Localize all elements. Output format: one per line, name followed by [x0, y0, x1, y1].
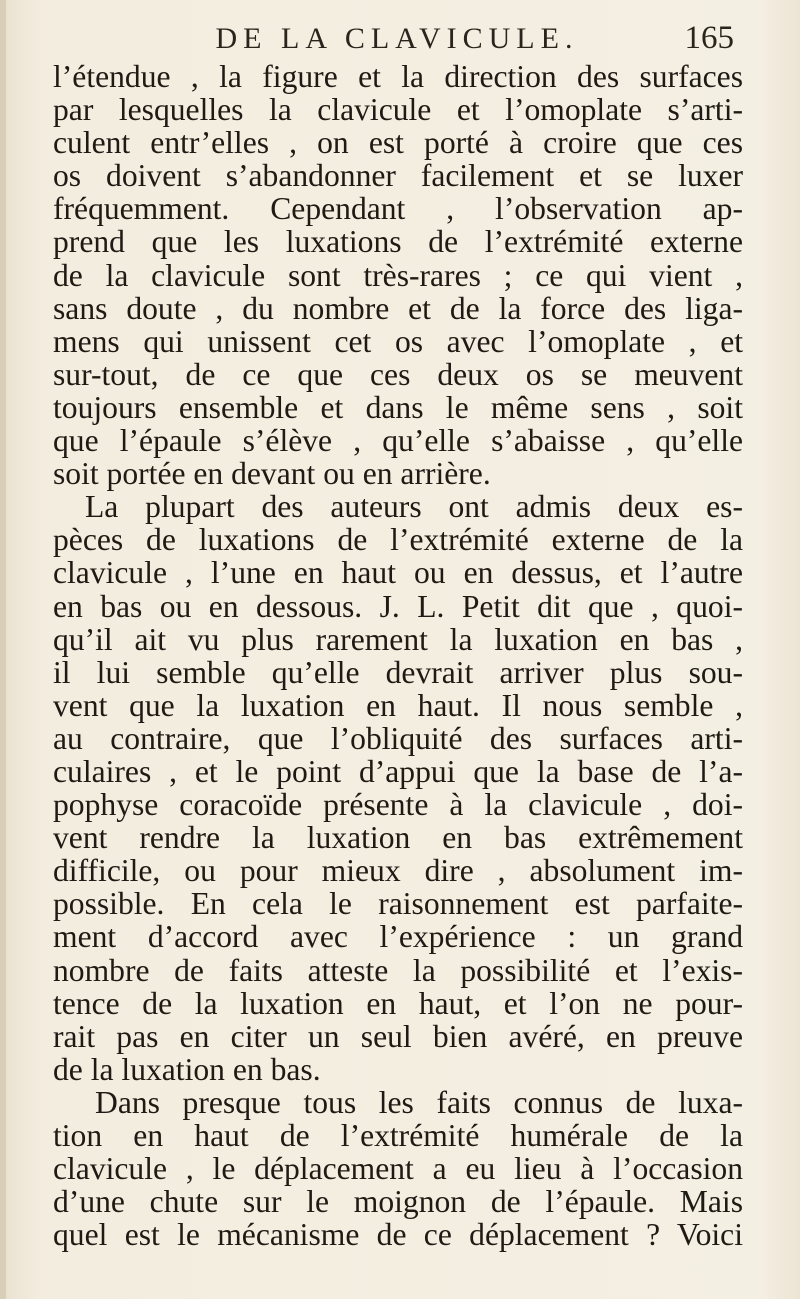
- text-line: os doivent s’abandonner facilement et se luxer: [53, 158, 743, 194]
- text-line: vent que la luxation en haut. Il nous semble ,: [53, 687, 743, 723]
- text-line: toujours ensemble et dans le même sens , soit: [53, 389, 743, 425]
- text-line: nombre de faits atteste la possibilité et l’exis-: [53, 952, 743, 988]
- text-line: mens qui unissent cet os avec l’omoplate , et: [53, 323, 743, 359]
- text-line: en bas ou en dessous. J. L. Petit dit que , quoi-: [53, 588, 743, 624]
- text-line: pèces de luxations de l’extrémité externe de la: [53, 522, 743, 558]
- running-head: [52, 20, 742, 60]
- text-line: tence de la luxation en haut, et l’on ne pour-: [53, 985, 743, 1021]
- text-line: l’étendue , la figure et la direction des surfaces: [53, 59, 743, 94]
- text-line: sur-tout, de ce que ces deux os se meuvent: [53, 356, 743, 392]
- text-line: culent entr’elles , on est porté à croire que ces: [53, 125, 743, 161]
- text-line: d’une chute sur le moignon de l’épaule. Mais: [53, 1184, 743, 1220]
- text-line: clavicule , l’une en haut ou en dessus, et l’autre: [53, 555, 743, 591]
- text-line: il lui semble qu’elle devrait arriver plus sou-: [53, 654, 743, 690]
- text-line: quel est le mécanisme de ce déplacement ? Voici: [53, 1217, 743, 1253]
- text-line: fréquemment. Cependant , l’observation ap-: [53, 191, 743, 227]
- text-line: tion en haut de l’extrémité humérale de la: [53, 1118, 743, 1153]
- page-gutter-shadow: [0, 0, 6, 1299]
- text-line: clavicule , le déplacement a eu lieu à l’occasion: [53, 1151, 743, 1187]
- body-text: [53, 60, 743, 1251]
- paragraph-end-line: de la luxation en bas.: [53, 1051, 321, 1087]
- text-line: vent rendre la luxation en bas extrêmement: [53, 820, 743, 856]
- text-line: culaires , et le point d’appui que la base de l’a-: [53, 753, 743, 789]
- text-line: difficile, ou pour mieux dire , absolument im-: [53, 853, 743, 889]
- text-line: possible. En cela le raisonnement est parfaite-: [53, 886, 743, 922]
- text-line: de la clavicule sont très-rares ; ce qui vient ,: [53, 257, 743, 293]
- text-line: qu’il ait vu plus rarement la luxation en bas ,: [53, 621, 743, 657]
- text-line: que l’épaule s’élève , qu’elle s’abaisse , qu’elle: [53, 423, 743, 459]
- text-line: ment d’accord avec l’expérience : un grand: [53, 919, 743, 955]
- paragraph-end-line: soit portée en devant ou en arrière.: [53, 456, 491, 492]
- paragraph-start-line: Dans presque tous les faits connus de luxa-: [95, 1084, 743, 1120]
- paragraph-start-line: La plupart des auteurs ont admis deux es-: [85, 489, 743, 525]
- text-line: pophyse coracoïde présente à la clavicule , doi-: [53, 787, 743, 823]
- text-line: au contraire, que l’obliquité des surfaces arti-: [53, 720, 743, 756]
- running-title: DE LA CLAVICULE.: [215, 22, 579, 55]
- text-line: sans doute , du nombre et de la force des liga-: [53, 290, 743, 326]
- text-line: rait pas en citer un seul bien avéré, en preuve: [53, 1018, 743, 1054]
- text-line: par lesquelles la clavicule et l’omoplate s’arti-: [53, 92, 743, 128]
- text-line: prend que les luxations de l’extrémité externe: [53, 224, 743, 260]
- page-number: 165: [684, 20, 734, 56]
